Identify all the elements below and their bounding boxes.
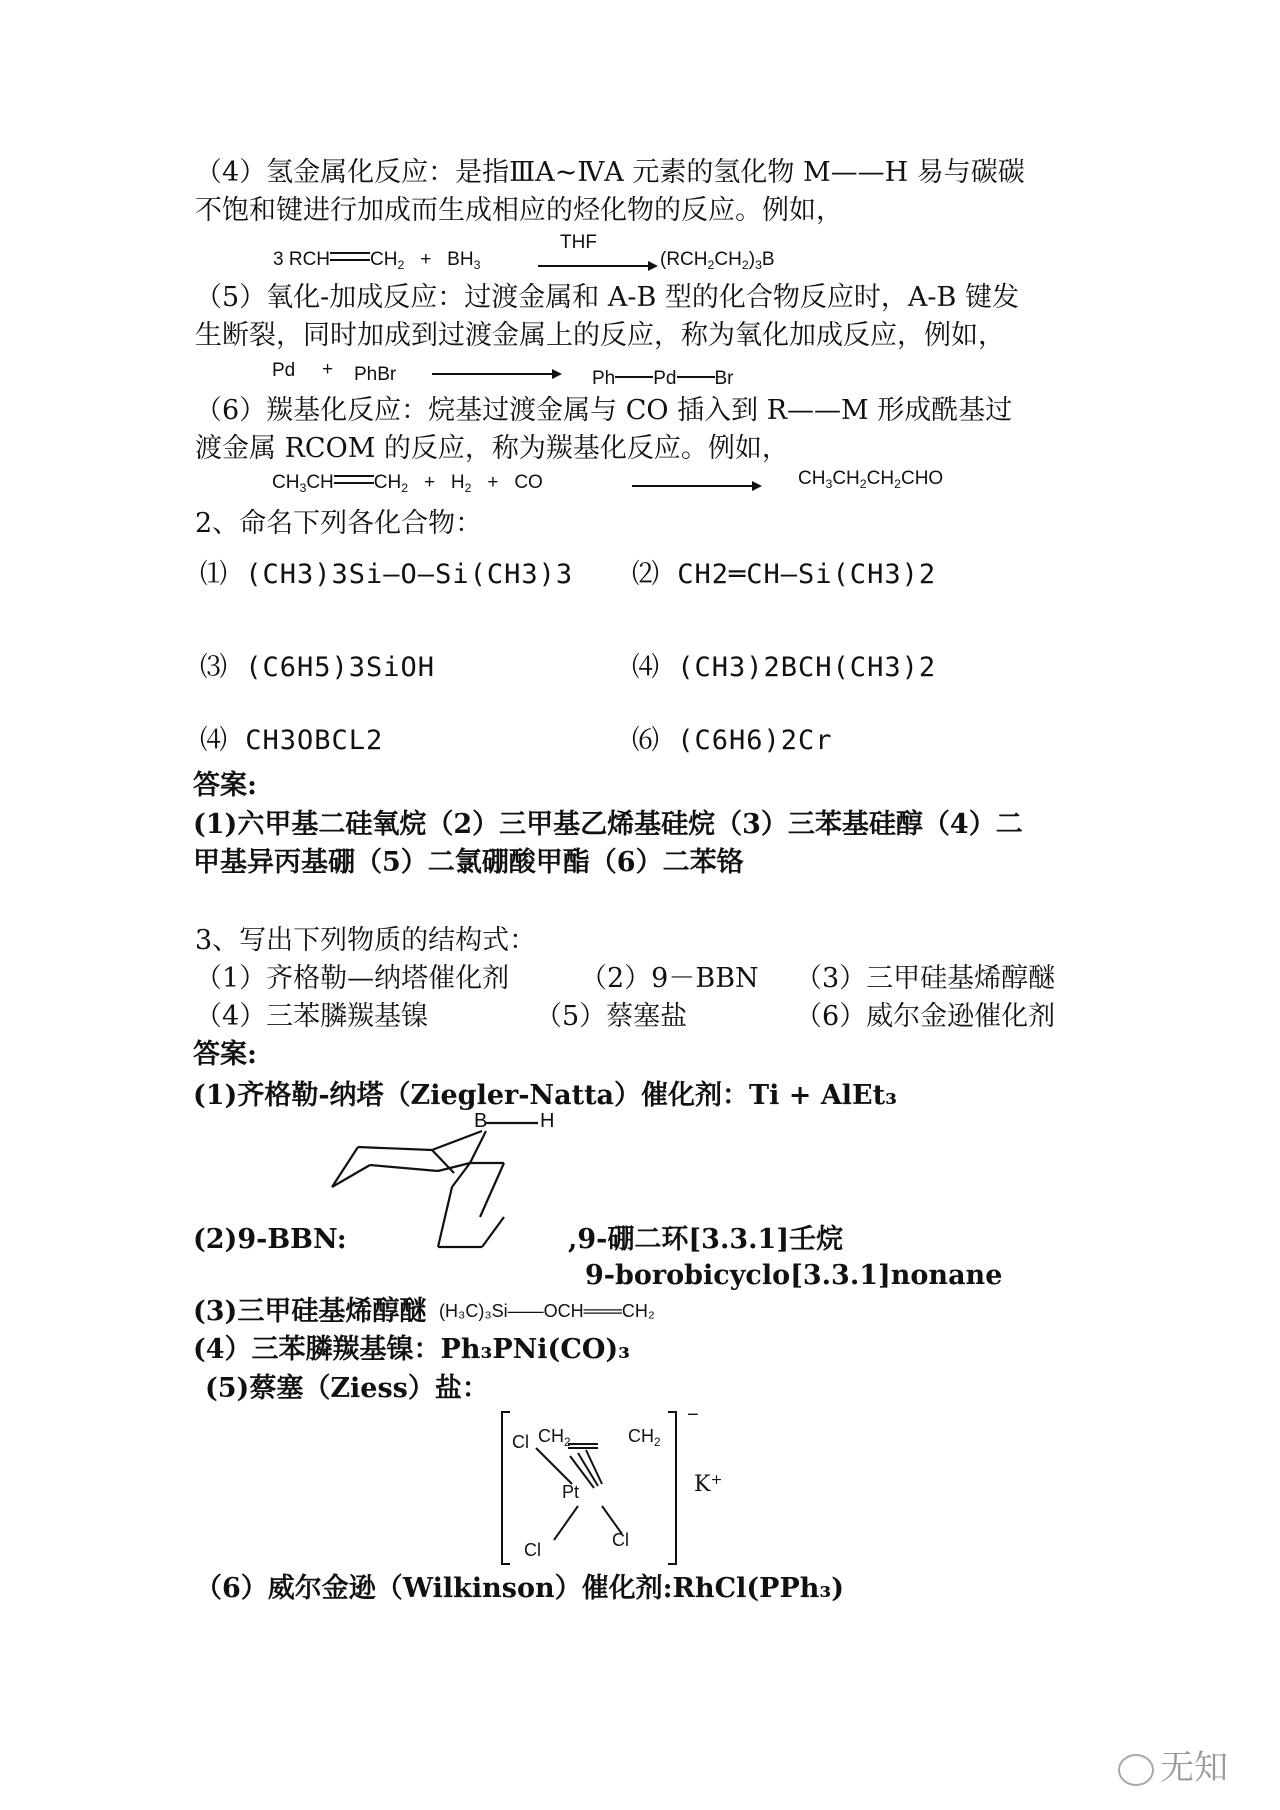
watermark-text: 无知 (1160, 1748, 1228, 1788)
reaction-arrow (538, 260, 658, 272)
section5-line2: 生断裂，同时加成到过渡金属上的反应，称为氧化加成反应，例如， (195, 320, 1005, 351)
compound-4: ⑷ (CH3)2BCH(CH3)2 (632, 652, 937, 683)
bbn-hydrogen-label: H (540, 1110, 555, 1132)
answer-q3-1: (1)齐格勒-纳塔（Ziegler-Natta）催化剂：Ti + AlEt₃ (193, 1080, 897, 1111)
equation-hydroformylation-reactants: $CH_3CH$ $CH_2$ + $H_2$ + CO (272, 472, 543, 495)
section6-line2: 渡金属 RCOM 的反应，称为羰基化反应。例如， (195, 433, 789, 464)
compound-1: ⑴ (CH3)3Si—O—Si(CH3)3 (200, 559, 574, 590)
equation-hydroboration: 3 RCH $CH_2$ + $BH_3$ (273, 249, 481, 272)
reaction-arrow (432, 368, 562, 380)
section4-line1: （4）氢金属化反应：是指ⅢA~ⅣA 元素的氢化物 M——H 易与碳碳 (195, 157, 1025, 188)
section6-line1: （6）羰基化反应：烷基过渡金属与 CO 插入到 R——M 形成酰基过 (195, 395, 1013, 426)
answer-q2-line2: 甲基异丙基硼（5）二氯硼酸甲酯（6）二苯铬 (193, 847, 744, 878)
wechat-icon (1118, 1754, 1154, 1786)
q3-item-5: （5）蔡塞盐 (535, 1001, 688, 1032)
equation-hydroformylation-product: $CH_3CH_2CH_2CHO$ (798, 468, 944, 491)
zeise-pt: Pt (562, 1482, 580, 1502)
reaction-condition-thf: THF (560, 232, 597, 253)
zeise-cl-lower-left: Cl (524, 1540, 541, 1560)
q3-item-4: （4）三苯膦羰基镍 (195, 1001, 429, 1032)
compound-5: ⑷ CH3OBCL2 (200, 725, 384, 756)
equation-product-organoborane: $(RCH_2CH_2)_3B$ (660, 249, 775, 272)
answer-label-q3: 答案: (193, 1039, 257, 1070)
compound-3: ⑶ (C6H5)3SiOH (200, 652, 436, 683)
q3-item-2: （2）9－BBN (580, 963, 759, 994)
bbn-boron-label: B (474, 1110, 488, 1132)
answer-q3-2-name-cn: ,9-硼二环[3.3.1]壬烷 (568, 1224, 844, 1255)
product-ph-pd-br: Ph Pd Br (592, 368, 734, 389)
answer-q3-5-label: (5)蔡塞（Ziess）盐： (205, 1373, 489, 1404)
zeise-potassium: K+ (694, 1472, 723, 1497)
question3-title: 3、写出下列物质的结构式： (195, 925, 537, 956)
plus-sign: + (322, 359, 334, 380)
answer-q3-2-label: (2)9-BBN: (193, 1224, 347, 1255)
watermark-logo (1118, 1740, 1228, 1789)
compound-6: ⑹ (C6H6)2Cr (632, 725, 833, 756)
answer-q3-2-name-en: 9-borobicyclo[3.3.1]nonane (585, 1260, 1003, 1291)
zeise-cl-upper: Cl (512, 1432, 529, 1452)
answer-q3-4: (4）三苯膦羰基镍：Ph₃PNi(CO)₃ (193, 1334, 630, 1365)
reactant-pd: Pd (272, 360, 296, 381)
zeise-anion-charge: − (687, 1404, 699, 1426)
answer-label-q2: 答案: (193, 770, 257, 801)
section5-line1: （5）氧化-加成反应：过渡金属和 A-B 型的化合物反应时，A-B 键发 (195, 282, 1019, 313)
answer-q3-3-label: (3)三甲硅基烯醇醚 (193, 1296, 427, 1327)
q3-item-3: （3）三甲硅基烯醇醚 (795, 963, 1056, 994)
zeise-ch2-left: $CH_2$ (538, 1426, 571, 1449)
q3-item-6: （6）威尔金逊催化剂 (795, 1001, 1056, 1032)
reactant-phbr: PhBr (354, 364, 397, 385)
reaction-arrow (632, 480, 762, 492)
zeise-ch2-right: $CH_2$ (628, 1426, 661, 1449)
answer-q3-6: （6）威尔金逊（Wilkinson）催化剂:RhCl(PPh₃) (195, 1573, 844, 1604)
section4-line2: 不饱和键进行加成而生成相应的烃化物的反应。例如， (195, 195, 843, 226)
answer-q2-line1: (1)六甲基二硅氧烷（2）三甲基乙烯基硅烷（3）三苯基硅醇（4）二 (193, 809, 1023, 840)
q3-item-1: （1）齐格勒—纳塔催化剂 (195, 963, 510, 994)
zeise-cl-lower-right: Cl (612, 1530, 629, 1550)
compound-2: ⑵ CH2═CH—Si(CH3)2 (632, 559, 937, 590)
question2-title: 2、命名下列各化合物： (195, 508, 483, 539)
answer-q3-3-formula: (H₃C)₃Si——OCH═══CH₂ (439, 1301, 655, 1321)
